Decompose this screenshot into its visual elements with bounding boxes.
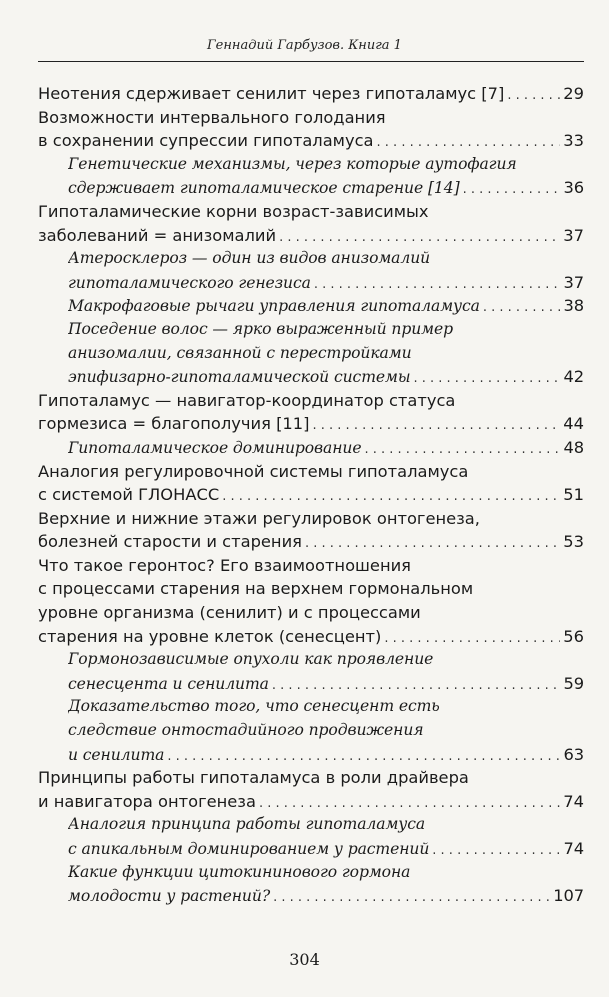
dot-leader xyxy=(507,84,560,106)
toc-page-number: 74 xyxy=(563,791,584,811)
toc-entry-line: анизомалии, связанной с перестройками xyxy=(68,343,412,362)
toc-subentry[interactable] xyxy=(38,648,584,695)
toc-page-number: 42 xyxy=(563,367,584,387)
dot-leader xyxy=(313,414,561,436)
toc-entry-line: уровне организма (сенилит) и с процессами xyxy=(38,603,421,623)
toc-entry-last-line xyxy=(68,672,584,696)
toc-entry-title: гипоталамического генезиса xyxy=(68,273,311,292)
toc-entry-line: Какие функции цитокининового гормона xyxy=(68,862,411,881)
toc-entry-title: старения на уровне клеток (сенесцент) xyxy=(38,626,382,646)
toc-entry-title: сенесцента и сенилита xyxy=(68,674,269,693)
toc-entry[interactable] xyxy=(38,460,584,507)
toc-page-number: 53 xyxy=(563,532,584,552)
toc-entry[interactable] xyxy=(38,82,584,106)
toc-entry-last-line xyxy=(68,436,584,460)
toc-subentry[interactable] xyxy=(38,153,584,200)
toc-entry-last-line xyxy=(38,483,584,507)
dot-leader xyxy=(167,745,560,767)
toc-entry-last-line xyxy=(68,271,584,295)
toc-entry-title: заболеваний = анизомалий xyxy=(38,225,277,245)
toc-entry[interactable] xyxy=(38,389,584,436)
toc-entry-line: Возможности интервального голодания xyxy=(38,107,386,127)
toc-entry-title: и сенилита xyxy=(68,745,165,764)
toc-page-number: 33 xyxy=(563,131,584,151)
toc-entry-line: Атеросклероз — один из видов анизомалий xyxy=(68,249,431,268)
toc-entry-line: Генетические механизмы, через которые аутофагия xyxy=(68,154,517,173)
toc-subentry[interactable] xyxy=(38,813,584,860)
toc-entry-last-line xyxy=(68,884,584,908)
toc-entry-title: в сохранении супрессии гипоталамуса xyxy=(38,131,374,151)
dot-leader xyxy=(384,627,560,649)
toc-entry-title: Неотения сдерживает сенилит через гипоталамус [7] xyxy=(38,84,505,103)
toc-entry-title: эпифизарно-гипоталамической системы xyxy=(68,368,411,387)
toc-entry[interactable] xyxy=(38,766,584,813)
toc-subentry[interactable] xyxy=(38,436,584,460)
toc-entry-line: Принципы работы гипоталамуса в роли драйвера xyxy=(38,768,469,788)
toc-subentry[interactable] xyxy=(38,247,584,294)
toc-subentry[interactable] xyxy=(38,861,584,908)
toc-page-number: 56 xyxy=(563,626,584,646)
toc-entry-line: Аналогия принципа работы гипоталамуса xyxy=(68,815,426,834)
dot-leader xyxy=(273,886,550,908)
page-number: 304 xyxy=(289,950,320,969)
toc-entry-title: с апикальным доминированием у растений xyxy=(68,840,430,858)
toc-entry-title: Гипоталамическое доминирование xyxy=(68,438,362,457)
toc-entry-title: сдерживает гипоталамическое старение [14] xyxy=(68,179,460,198)
toc-entry-line: с процессами старения на верхнем гормональном xyxy=(38,579,474,599)
dot-leader xyxy=(483,296,561,318)
toc-entry-last-line xyxy=(38,625,584,649)
dot-leader xyxy=(259,792,560,814)
toc-page-number: 29 xyxy=(563,84,584,103)
toc-page-number: 48 xyxy=(563,437,584,457)
dot-leader xyxy=(413,367,560,389)
toc-entry-last-line xyxy=(38,790,584,814)
toc-entry-last-line xyxy=(38,82,584,106)
toc-entry-last-line xyxy=(68,294,584,318)
toc-entry-line: Аналогия регулировочной системы гипоталамуса xyxy=(38,461,469,481)
toc-page-number: 74 xyxy=(563,839,584,858)
header-rule xyxy=(38,61,584,62)
toc-entry[interactable] xyxy=(38,200,584,247)
toc-entry-last-line xyxy=(68,837,584,861)
dot-leader xyxy=(364,438,560,460)
toc-entry-last-line xyxy=(68,365,584,389)
toc-entry[interactable] xyxy=(38,507,584,554)
dot-leader xyxy=(272,674,561,696)
toc-entry-line: Гипоталамические корни возраст-зависимых xyxy=(38,201,429,221)
toc-page-number: 37 xyxy=(563,272,584,292)
toc-entry-line: Что такое геронтос? Его взаимоотношения xyxy=(38,555,411,575)
running-header: Геннадий Гарбузов. Книга 1 xyxy=(207,38,402,53)
dot-leader xyxy=(432,839,560,861)
toc-entry-last-line xyxy=(68,743,584,767)
toc-page-number: 63 xyxy=(563,744,584,764)
toc-entry-title: болезней старости и старения xyxy=(38,532,302,552)
toc-entry-line: Гипоталамус — навигатор-координатор статуса xyxy=(38,390,456,410)
dot-leader xyxy=(222,485,560,507)
toc-entry-last-line xyxy=(38,412,584,436)
toc-page-number: 107 xyxy=(553,886,584,906)
toc-entry-line: Доказательство того, что сенесцент есть xyxy=(68,697,440,716)
toc-subentry[interactable] xyxy=(38,695,584,766)
toc-page-number: 59 xyxy=(563,673,584,693)
toc-entry-title: Макрофаговые рычаги управления гипоталамуса xyxy=(68,297,480,316)
table-of-contents xyxy=(38,82,584,908)
toc-entry-title: и навигатора онтогенеза xyxy=(38,791,256,811)
toc-entry-line: Гормонозависимые опухоли как проявление xyxy=(68,650,434,669)
dot-leader xyxy=(305,532,560,554)
toc-entry-line: Верхние и нижние этажи регулировок онтогенеза, xyxy=(38,508,480,528)
dot-leader xyxy=(314,273,561,295)
toc-entry[interactable] xyxy=(38,554,584,648)
toc-entry-last-line xyxy=(38,129,584,153)
toc-entry-last-line xyxy=(38,530,584,554)
toc-page-number: 36 xyxy=(563,178,584,198)
toc-entry-title: молодости у растений? xyxy=(68,887,271,906)
dot-leader xyxy=(377,131,561,153)
toc-entry-title: с системой ГЛОНАСС xyxy=(38,485,220,505)
toc-entry-title: гормезиса = благополучия [11] xyxy=(38,414,310,434)
toc-page-number: 51 xyxy=(563,485,584,505)
toc-entry-line: следствие онтостадийного продвижения xyxy=(68,721,424,740)
toc-subentry[interactable] xyxy=(38,294,584,318)
toc-entry-last-line xyxy=(38,224,584,248)
toc-page-number: 44 xyxy=(563,414,584,434)
toc-entry-last-line xyxy=(68,176,584,200)
toc-subentry[interactable] xyxy=(38,318,584,389)
dot-leader xyxy=(463,178,561,200)
toc-entry-line: Поседение волос — ярко выраженный пример xyxy=(68,319,454,338)
dot-leader xyxy=(279,226,560,248)
toc-page-number: 37 xyxy=(563,225,584,245)
toc-entry[interactable] xyxy=(38,106,584,153)
toc-page-number: 38 xyxy=(563,296,584,316)
